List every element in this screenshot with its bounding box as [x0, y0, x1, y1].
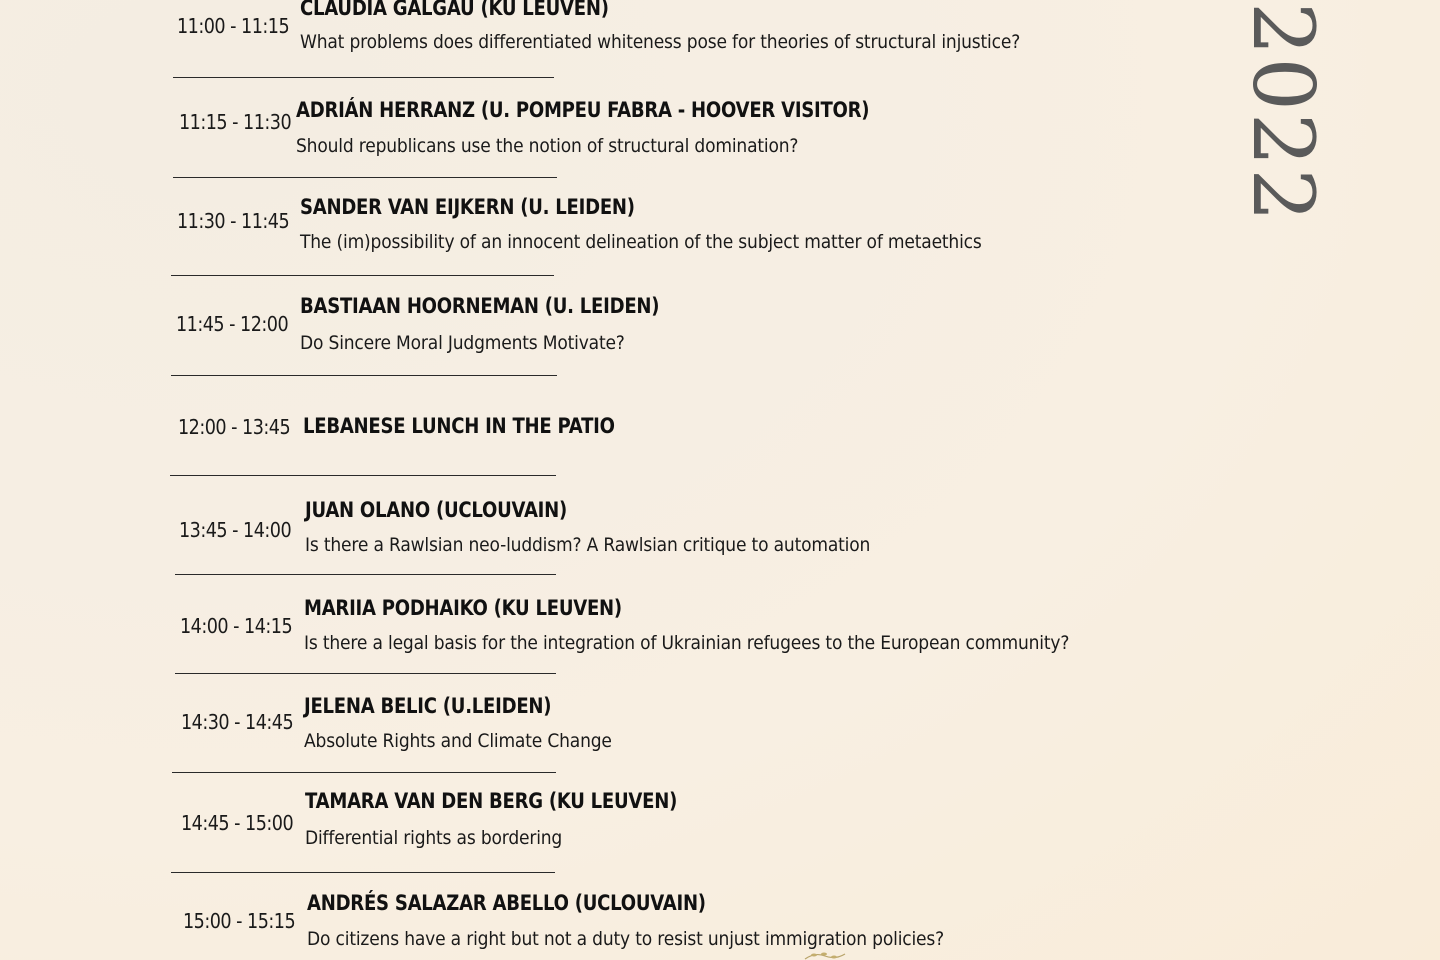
talk-title: Do Sincere Moral Judgments Motivate? [300, 332, 625, 354]
talk-title: Is there a Rawlsian neo-luddism? A Rawlsian critique to automation [305, 534, 871, 556]
year-vertical [1234, 0, 1340, 224]
talk-title: Should republicans use the notion of structural domination? [296, 135, 799, 157]
speaker-name: JUAN OLANO (UCLOUVAIN) [305, 498, 568, 522]
speaker-name: MARIIA PODHAIKO (KU LEUVEN) [304, 596, 622, 620]
leaf-sprig-icon [800, 950, 850, 960]
talk-title: Absolute Rights and Climate Change [304, 730, 612, 752]
session-time: 11:15 - 11:30 [179, 110, 292, 134]
speaker-name: CLAUDIA GALGAU (KU LEUVEN) [300, 0, 609, 20]
session-time: 14:30 - 14:45 [181, 710, 294, 734]
session-time: 15:00 - 15:15 [183, 909, 296, 933]
divider [171, 275, 554, 276]
talk-title: Differential rights as bordering [305, 827, 563, 849]
speaker-name: JELENA BELIC (U.LEIDEN) [304, 694, 552, 718]
session-time: 11:30 - 11:45 [177, 209, 290, 233]
talk-title: Is there a legal basis for the integration of Ukrainian refugees to the European community? [304, 632, 1070, 654]
speaker-name: ANDRÉS SALAZAR ABELLO (UCLOUVAIN) [307, 891, 706, 915]
year-text: 2022 [1234, 2, 1332, 224]
speaker-name: BASTIAAN HOORNEMAN (U. LEIDEN) [300, 294, 660, 318]
speaker-name: TAMARA VAN DEN BERG (KU LEUVEN) [305, 789, 678, 813]
divider [171, 872, 555, 873]
talk-title: What problems does differentiated whiteness pose for theories of structural injustice? [300, 31, 1021, 53]
session-time: 11:45 - 12:00 [176, 312, 289, 336]
divider [175, 574, 556, 575]
talk-title: Do citizens have a right but not a duty to resist unjust immigration policies? [307, 928, 945, 950]
divider [173, 177, 557, 178]
talk-title: The (im)possibility of an innocent delineation of the subject matter of metaethics [300, 231, 982, 253]
speaker-name: SANDER VAN EIJKERN (U. LEIDEN) [300, 195, 635, 219]
session-time: 13:45 - 14:00 [179, 518, 292, 542]
divider [170, 475, 556, 476]
session-time: 11:00 - 11:15 [177, 14, 290, 38]
divider [175, 673, 556, 674]
speaker-name: ADRIÁN HERRANZ (U. POMPEU FABRA - HOOVER VISITOR) [296, 98, 870, 122]
divider [173, 77, 554, 78]
divider [171, 375, 557, 376]
session-time: 14:00 - 14:15 [180, 614, 293, 638]
lunch-label: LEBANESE LUNCH IN THE PATIO [303, 414, 615, 438]
session-time: 14:45 - 15:00 [181, 811, 294, 835]
divider [172, 772, 556, 773]
session-time: 12:00 - 13:45 [178, 415, 291, 439]
